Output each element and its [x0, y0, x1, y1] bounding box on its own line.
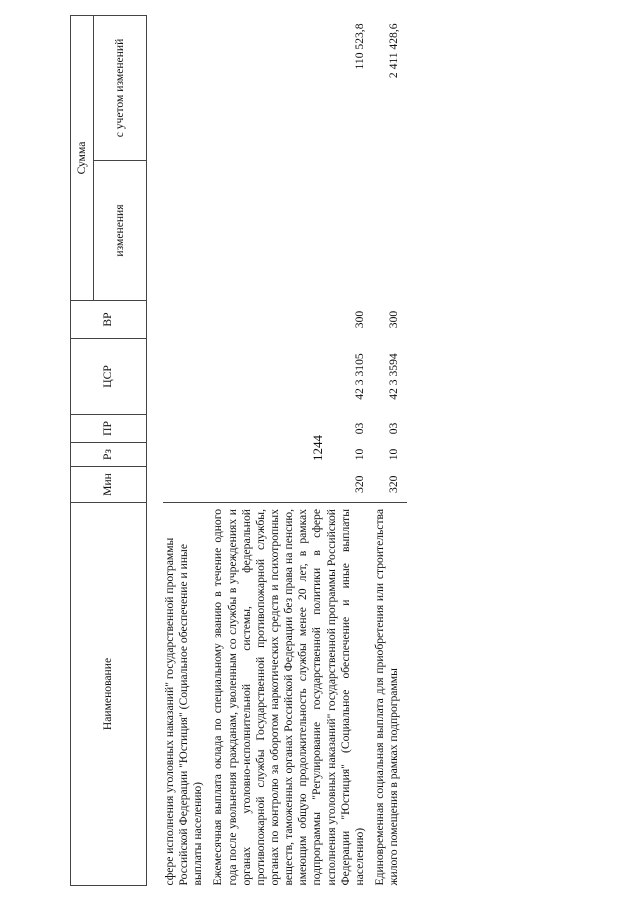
row-with-changes: 110 523,8 — [352, 23, 366, 70]
row-vr: 300 — [352, 310, 366, 329]
row-name: Ежемесячная выплата оклада по специальному званию в течение одного года после увольнения гражданам, уволенным со службы в учреждениях и органах уголовно-исполнительной системы, федеральной противопожарной службы Государственной противопожарной службы, органах по контролю за оборотом наркотических средств и психотропных веществ, таможенных органах Российской Федерации без права на пенсию, имеющим общую продолжительность службы менее 20 лет, в рамках подпрограммы "Регулирование государственной политики в сфере исполнения уголовных наказаний" государственной программы Российской Федерации "Юстиция" (Социальное обеспечение и иные выплаты населению) — [211, 503, 373, 886]
row-min: 320 — [387, 475, 401, 493]
table-body — [147, 15, 408, 885]
row-min — [163, 467, 211, 503]
header-vr: ВР — [71, 301, 147, 339]
row-csr: 42 3 3594 — [387, 353, 401, 400]
row-csr — [163, 339, 211, 415]
row-pr: 03 — [352, 422, 366, 435]
table-row — [211, 15, 373, 885]
row-pr: 03 — [387, 422, 401, 435]
row-rz: 10 — [387, 448, 401, 461]
budget-table — [70, 15, 407, 886]
header-name: Наименование — [71, 503, 147, 886]
header-sum: Сумма — [71, 15, 94, 300]
header-csr: ЦСР — [71, 339, 147, 415]
row-change — [373, 161, 407, 301]
header-with-changes: с учетом изменений — [94, 15, 147, 160]
row-rz — [163, 443, 211, 467]
header-rz: Рз — [71, 443, 147, 467]
row-pr — [163, 415, 211, 443]
row-rz: 10 — [352, 448, 366, 461]
budget-table-container — [70, 16, 570, 886]
row-with-changes — [163, 15, 211, 160]
table-row — [163, 15, 211, 885]
row-vr — [163, 301, 211, 339]
table-row — [373, 15, 407, 885]
row-min: 320 — [352, 475, 366, 493]
row-name: Единовременная социальная выплата для приобретения или строительства жилого помещения в рамках подпрограммы — [373, 503, 407, 886]
row-change — [163, 161, 211, 301]
table-header — [71, 15, 147, 885]
row-csr: 42 3 3105 — [352, 353, 366, 400]
row-name: сфере исполнения уголовных наказаний" государственной программы Российской Федерации "Юстиция" (Социальное обеспечение и иные выплаты населению) — [163, 503, 211, 886]
header-pr: ПР — [71, 415, 147, 443]
header-min: Мин — [71, 467, 147, 503]
header-change: изменения — [94, 161, 147, 301]
row-vr: 300 — [387, 310, 401, 329]
row-with-changes: 2 411 428,6 — [387, 23, 401, 79]
page-number: 1244 — [310, 435, 325, 461]
row-change — [211, 161, 373, 301]
